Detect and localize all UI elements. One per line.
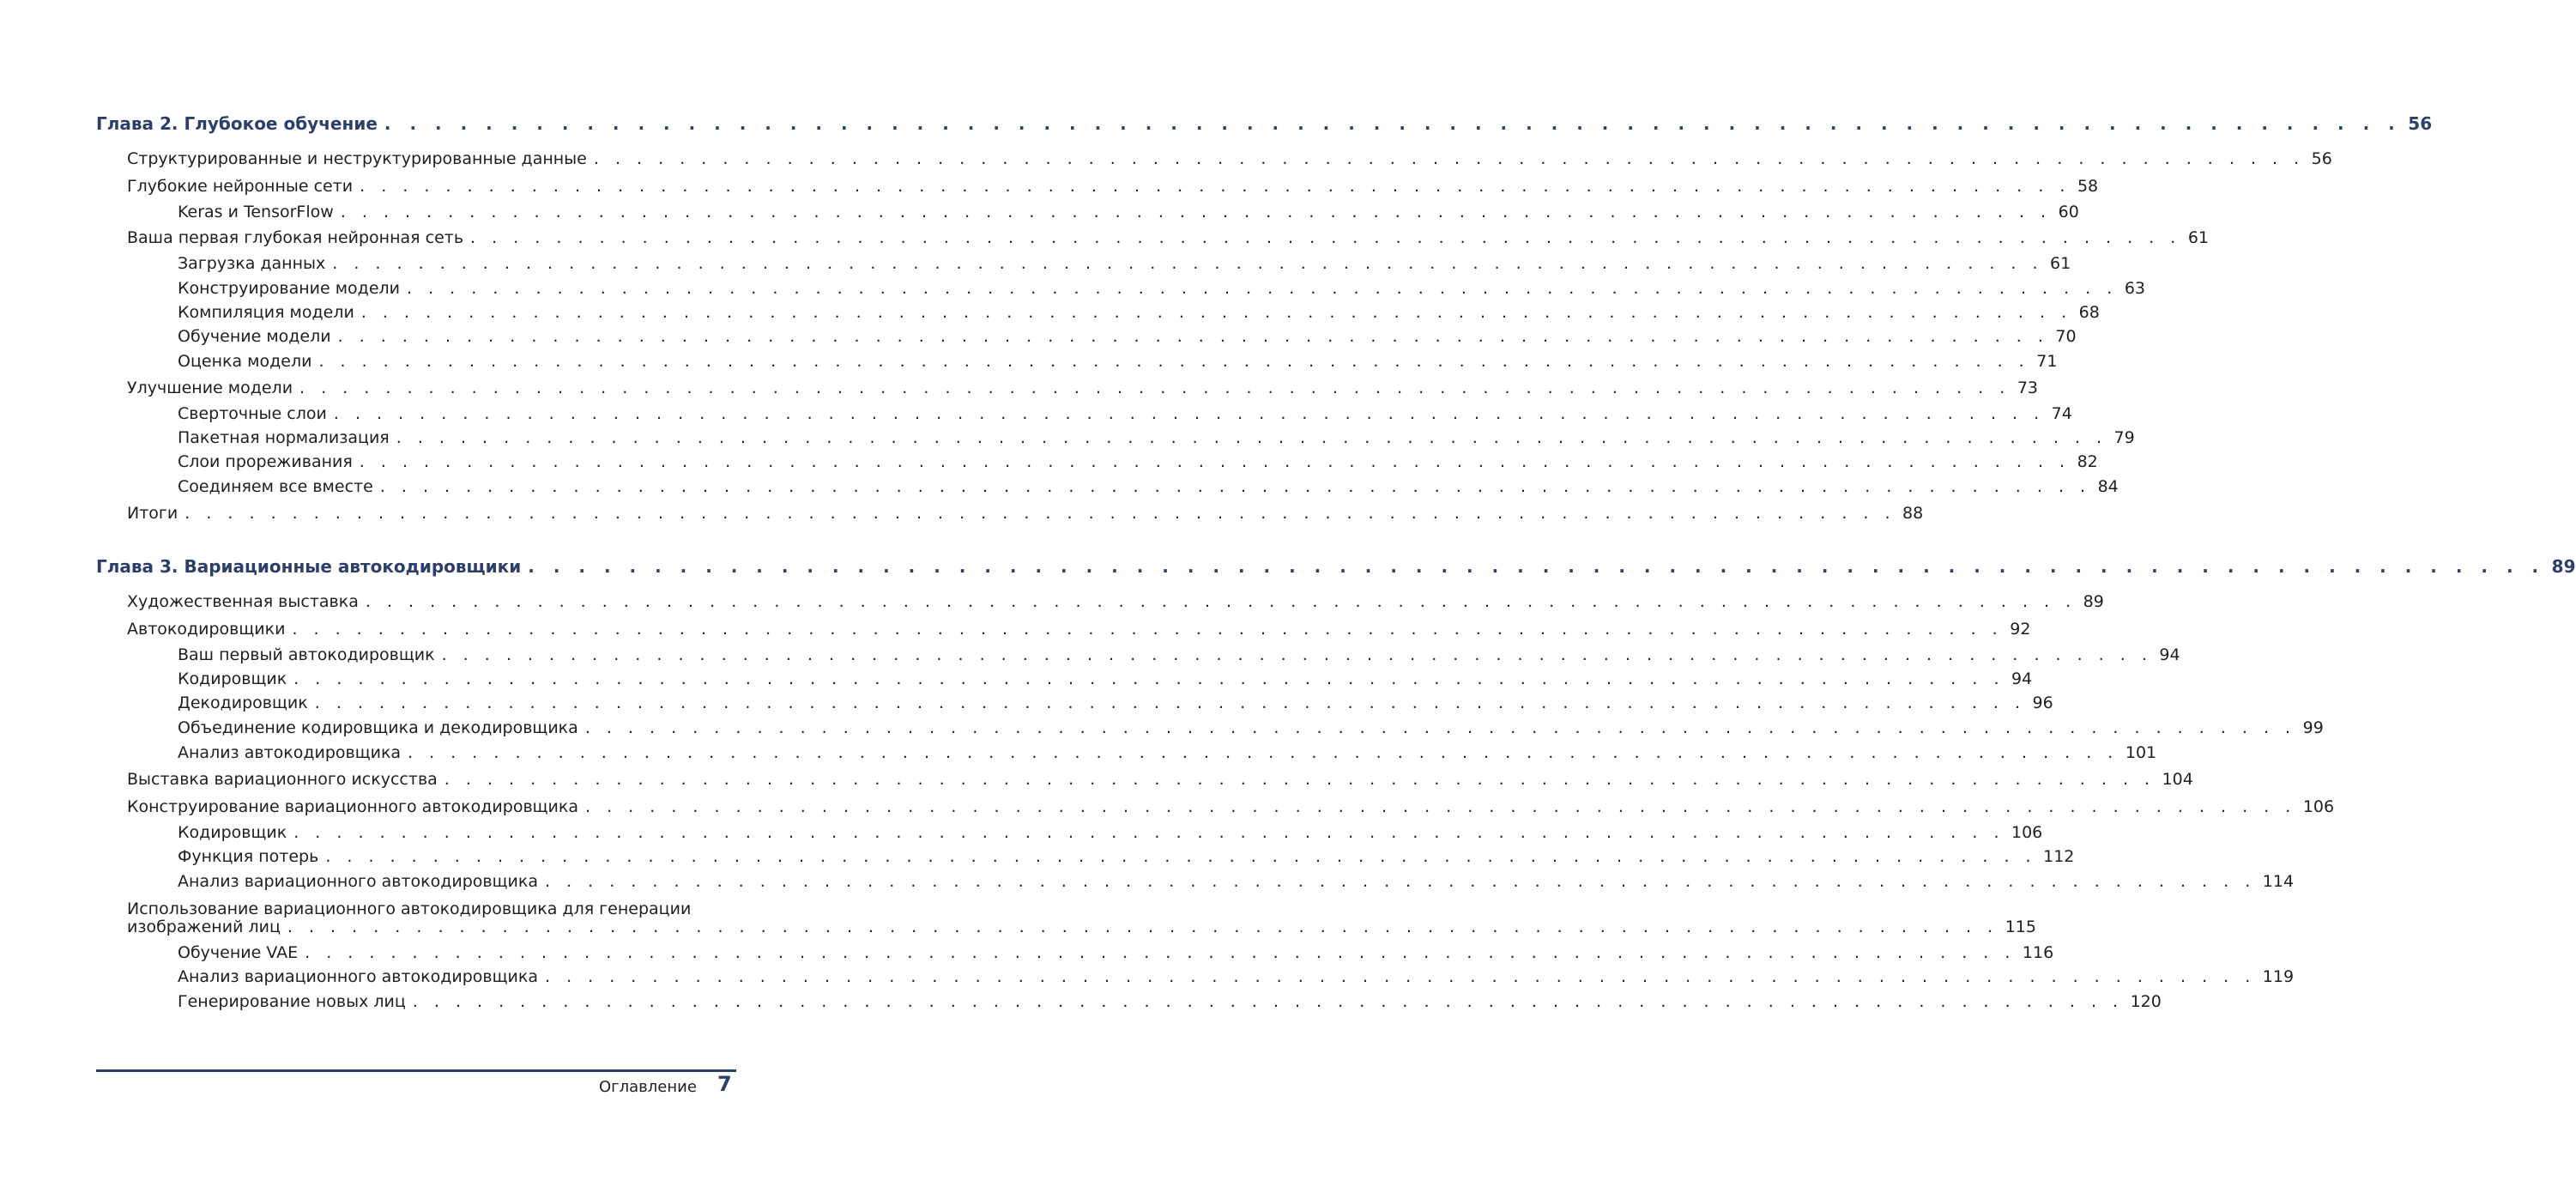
page-number: 60	[2058, 203, 2079, 221]
entry-title: Декодировщик	[178, 693, 308, 712]
entry-title: Анализ вариационного автокодировщика	[178, 872, 538, 891]
dot-leader: . . . . . . . . . . . . . . . . . . . . . . . . . . . . . . . . . . . . . . . . . . . . . . . . . . . . . . . . . . . . . . . . . . . . . . . . . . . . . . . .	[293, 669, 2005, 688]
entry-title: Итоги	[127, 504, 178, 523]
toc-entry[interactable]	[178, 645, 2180, 665]
page-number: 70	[2055, 327, 2077, 346]
page-number: 89	[2551, 556, 2576, 577]
dot-leader: . . . . . . . . . . . . . . . . . . . . . . . . . . . . . . . . . . . . . . . . . . . . . . . . . . . . . . . . . . . . . . . . . . . . . . . . . . . . . . . .	[299, 379, 2011, 397]
page-number: 94	[2159, 645, 2180, 664]
dot-leader: . . . . . . . . . . . . . . . . . . . . . . . . . . . . . . . . . . . . . . . . . . . . . . . . . . . . . . . . . . . . . . . . . . . . . . . . . . . . . . . .	[412, 992, 2124, 1011]
chapter-title: Глава 3. Вариационные автокодировщики	[96, 556, 522, 577]
page-number: 116	[2022, 943, 2054, 962]
toc-entry[interactable]	[127, 769, 2193, 790]
entry-title: Кодировщик	[178, 669, 287, 688]
page-number: 112	[2043, 847, 2075, 866]
entry-title: Компиляция модели	[178, 303, 354, 322]
footer-rule	[96, 1069, 736, 1072]
page-number: 73	[2017, 379, 2039, 397]
toc-entry[interactable]	[178, 427, 2135, 448]
page-number: 120	[2130, 992, 2162, 1011]
page-number: 106	[2302, 797, 2335, 816]
toc-entry[interactable]	[178, 278, 2145, 299]
toc-entry[interactable]	[127, 619, 2031, 639]
page-number: 119	[2262, 967, 2295, 986]
page-number: 99	[2302, 718, 2324, 737]
dot-leader: . . . . . . . . . . . . . . . . . . . . . . . . . . . . . . . . . . . . . . . . . . . . . . . . . . . . . . . . . . . . . . . . . . . . . . . . . . . . . . . .	[441, 645, 2153, 664]
page-number: 82	[2077, 452, 2098, 471]
toc-entry[interactable]	[178, 351, 2058, 372]
dot-leader: . . . . . . . . . . . . . . . . . . . . . . . . . . . . . . . . . . . . . . . . . . . . . . . . . . . . . . . . . . . . . . . . . . . . . . . . . . . . . . . .	[287, 918, 1999, 936]
dot-leader: . . . . . . . . . . . . . . . . . . . . . . . . . . . . . . . . . . . . . . . . . . . . . . . . . . . . . . . . . . . . . . . . . . . . . . . . . . . . . . . .	[184, 504, 1896, 523]
dot-leader: . . . . . . . . . . . . . . . . . . . . . . . . . . . . . . . . . . . . . . . . . . . . . . . . . . . . . . . . . . . . . . . . . . . . . . . . . . . . . . . .	[444, 770, 2156, 789]
dot-leader: . . . . . . . . . . . . . . . . . . . . . . . . . . . . . . . . . . . . . . . . . . . . . . . . . . . . . . . . . . . . . . . . . . . . . . . . . . . . . . . .	[293, 823, 2005, 842]
toc-entry[interactable]	[127, 591, 2104, 612]
entry-title: Ваша первая глубокая нейронная сеть	[127, 228, 464, 247]
dot-leader: . . . . . . . . . . . . . . . . . . . . . . . . . . . . . . . . . . . . . . . . . . . . . . . . . . . . . . . . . . . . . . . . . . . . . . . . . . . . . . . .	[314, 693, 2026, 712]
page-number: 68	[2078, 303, 2100, 322]
entry-title: Автокодировщики	[127, 620, 286, 639]
toc-entry[interactable]	[178, 846, 2075, 867]
toc-entry[interactable]	[178, 871, 2295, 892]
page-number: 89	[2083, 592, 2104, 611]
entry-title: Keras и TensorFlow	[178, 203, 334, 221]
footer-page-number: 7	[717, 1072, 732, 1096]
entry-title: Использование вариационного автокодировщика для генерации	[127, 899, 692, 918]
dot-leader: . . . . . . . . . . . . . . . . . . . . . . . . . . . . . . . . . . . . . . . . . . . . . . . . . . . . . . . . . . . . . . . . . . . . . . . . . . . . . . . .	[360, 303, 2072, 322]
entry-title: Анализ вариационного автокодировщика	[178, 967, 538, 986]
entry-title: Глубокие нейронные сети	[127, 177, 354, 196]
page-number: 56	[2311, 149, 2332, 168]
entry-title: Объединение кодировщика и декодировщика	[178, 718, 578, 737]
toc-entry[interactable]	[178, 403, 2072, 424]
page-number: 101	[2125, 743, 2157, 762]
dot-leader: . . . . . . . . . . . . . . . . . . . . . . . . . . . . . . . . . . . . . . . . . . . . . . . . . . . . . . . . . . . . . . . . . . . . . . . . . . . . . . . .	[325, 847, 2037, 866]
toc-entry[interactable]	[178, 942, 2054, 963]
page-number: 71	[2036, 352, 2058, 371]
page-number: 88	[1902, 504, 1924, 523]
toc-entry[interactable]	[178, 326, 2077, 347]
page-number: 56	[2408, 113, 2433, 134]
entry-title: Улучшение модели	[127, 379, 293, 397]
toc-entry[interactable]	[178, 718, 2324, 738]
page-number: 84	[2097, 477, 2119, 496]
toc-entry[interactable]	[178, 822, 2043, 843]
dot-leader: . . . . . . . . . . . . . . . . . . . . . . . . . . . . . . . . . . . . . . . . . . . . . . . . . . . . . . . . . . . . . . . . . . . . . . . . . . . . . . . .	[292, 620, 2004, 639]
dot-leader: . . . . . . . . . . . . . . . . . . . . . . . . . . . . . . . . . . . . . . . . . . . . . . . . . . . . . . . . . . . . . . . . . . . . . . . . . . . . . . . .	[528, 556, 2545, 577]
toc-entry[interactable]	[178, 966, 2295, 987]
toc-entry[interactable]	[178, 669, 2033, 689]
toc-entry[interactable]	[127, 796, 2335, 817]
entry-title: Ваш первый автокодировщик	[178, 645, 435, 664]
toc-entry[interactable]	[178, 202, 2079, 222]
toc-entry[interactable]	[178, 253, 2071, 274]
toc-entry[interactable]	[178, 451, 2098, 472]
dot-leader: . . . . . . . . . . . . . . . . . . . . . . . . . . . . . . . . . . . . . . . . . . . . . . . . . . . . . . . . . . . . . . . . . . . . . . . . . . . . . . . .	[593, 149, 2305, 168]
dot-leader: . . . . . . . . . . . . . . . . . . . . . . . . . . . . . . . . . . . . . . . . . . . . . . . . . . . . . . . . . . . . . . . . . . . . . . . . . . . . . . . .	[544, 967, 2256, 986]
dot-leader: . . . . . . . . . . . . . . . . . . . . . . . . . . . . . . . . . . . . . . . . . . . . . . . . . . . . . . . . . . . . . . . . . . . . . . . . . . . . . . . .	[470, 228, 2181, 247]
entry-title: Оценка модели	[178, 352, 312, 371]
entry-title: Соединяем все вместе	[178, 477, 373, 496]
entry-title: Функция потерь	[178, 847, 319, 866]
page-number: 94	[2011, 669, 2033, 688]
dot-leader: . . . . . . . . . . . . . . . . . . . . . . . . . . . . . . . . . . . . . . . . . . . . . . . . . . . . . . . . . . . . . . . . . . . . . . . . . . . . . . . .	[332, 254, 2044, 273]
toc-entry[interactable]	[178, 742, 2157, 763]
dot-leader: . . . . . . . . . . . . . . . . . . . . . . . . . . . . . . . . . . . . . . . . . . . . . . . . . . . . . . . . . . . . . . . . . . . . . . . . . . . . . . . .	[333, 404, 2045, 423]
page-number: 104	[2162, 770, 2193, 789]
toc-entry[interactable]	[127, 378, 2039, 398]
dot-leader: . . . . . . . . . . . . . . . . . . . . . . . . . . . . . . . . . . . . . . . . . . . . . . . . . . . . . . . . . . . . . . . . . . . . . . . . . . . . . . . .	[396, 428, 2107, 447]
page-number: 92	[2010, 620, 2031, 639]
toc-entry[interactable]	[127, 176, 2099, 197]
page-number: 74	[2051, 404, 2072, 423]
entry-title: Обучение VAE	[178, 943, 299, 962]
chapter-title: Глава 2. Глубокое обучение	[96, 113, 378, 134]
dot-leader: . . . . . . . . . . . . . . . . . . . . . . . . . . . . . . . . . . . . . . . . . . . . . . . . . . . . . . . . . . . . . . . . . . . . . . . . . . . . . . . .	[318, 352, 2030, 371]
footer-section-label: Оглавление	[599, 1078, 697, 1096]
chapter-2-heading[interactable]	[96, 113, 2433, 134]
dot-leader: . . . . . . . . . . . . . . . . . . . . . . . . . . . . . . . . . . . . . . . . . . . . . . . . . . . . . . . . . . . . . . . . . . . . . . . . . . . . . . . .	[305, 943, 2016, 962]
chapter-3-heading[interactable]	[96, 556, 2576, 577]
page-number: 79	[2113, 428, 2135, 447]
dot-leader: . . . . . . . . . . . . . . . . . . . . . . . . . . . . . . . . . . . . . . . . . . . . . . . . . . . . . . . . . . . . . . . . . . . . . . . . . . . . . . . .	[379, 477, 2091, 496]
page-number: 61	[2187, 228, 2210, 247]
entry-title: Загрузка данных	[178, 254, 326, 273]
entry-title: Конструирование вариационного автокодировщика	[127, 797, 579, 816]
toc-entry[interactable]	[178, 302, 2100, 323]
dot-leader: . . . . . . . . . . . . . . . . . . . . . . . . . . . . . . . . . . . . . . . . . . . . . . . . . . . . . . . . . . . . . . . . . . . . . . . . . . . . . . . .	[384, 113, 2402, 134]
page-number: 61	[2050, 254, 2071, 273]
page-number: 63	[2124, 279, 2145, 298]
entry-title: Слои прореживания	[178, 452, 353, 471]
toc-entry[interactable]	[178, 476, 2119, 497]
dot-leader: . . . . . . . . . . . . . . . . . . . . . . . . . . . . . . . . . . . . . . . . . . . . . . . . . . . . . . . . . . . . . . . . . . . . . . . . . . . . . . . .	[359, 452, 2071, 471]
dot-leader: . . . . . . . . . . . . . . . . . . . . . . . . . . . . . . . . . . . . . . . . . . . . . . . . . . . . . . . . . . . . . . . . . . . . . . . . . . . . . . . .	[360, 177, 2071, 196]
entry-title: Структурированные и неструктурированные данные	[127, 149, 587, 168]
dot-leader: . . . . . . . . . . . . . . . . . . . . . . . . . . . . . . . . . . . . . . . . . . . . . . . . . . . . . . . . . . . . . . . . . . . . . . . . . . . . . . . .	[337, 327, 2049, 346]
entry-title-line-2: изображений лиц	[127, 918, 281, 936]
entry-title: Выставка вариационного искусства	[127, 770, 438, 789]
dot-leader: . . . . . . . . . . . . . . . . . . . . . . . . . . . . . . . . . . . . . . . . . . . . . . . . . . . . . . . . . . . . . . . . . . . . . . . . . . . . . . . .	[585, 797, 2296, 816]
entry-title: Анализ автокодировщика	[178, 743, 402, 762]
page-number: 115	[2005, 918, 2036, 936]
toc-entry[interactable]	[127, 503, 1924, 524]
toc-entry[interactable]	[178, 693, 2053, 713]
entry-title: Сверточные слои	[178, 404, 327, 423]
entry-title: Обучение модели	[178, 327, 331, 346]
entry-title: Генерирование новых лиц	[178, 992, 406, 1011]
page-number: 96	[2032, 693, 2053, 712]
dot-leader: . . . . . . . . . . . . . . . . . . . . . . . . . . . . . . . . . . . . . . . . . . . . . . . . . . . . . . . . . . . . . . . . . . . . . . . . . . . . . . . .	[408, 743, 2119, 762]
dot-leader: . . . . . . . . . . . . . . . . . . . . . . . . . . . . . . . . . . . . . . . . . . . . . . . . . . . . . . . . . . . . . . . . . . . . . . . . . . . . . . . .	[340, 203, 2052, 221]
toc-entry[interactable]	[127, 148, 2332, 169]
entry-title: Кодировщик	[178, 823, 287, 842]
entry-title: Конструирование модели	[178, 279, 401, 298]
entry-title: Пакетная нормализация	[178, 428, 390, 447]
dot-leader: . . . . . . . . . . . . . . . . . . . . . . . . . . . . . . . . . . . . . . . . . . . . . . . . . . . . . . . . . . . . . . . . . . . . . . . . . . . . . . . .	[584, 718, 2296, 737]
page-number: 58	[2077, 177, 2099, 196]
toc-entry[interactable]	[127, 917, 2036, 937]
dot-leader: . . . . . . . . . . . . . . . . . . . . . . . . . . . . . . . . . . . . . . . . . . . . . . . . . . . . . . . . . . . . . . . . . . . . . . . . . . . . . . . .	[544, 872, 2256, 891]
toc-entry[interactable]	[178, 991, 2162, 1012]
dot-leader: . . . . . . . . . . . . . . . . . . . . . . . . . . . . . . . . . . . . . . . . . . . . . . . . . . . . . . . . . . . . . . . . . . . . . . . . . . . . . . . .	[365, 592, 2077, 611]
toc-entry[interactable]	[127, 227, 2210, 248]
dot-leader: . . . . . . . . . . . . . . . . . . . . . . . . . . . . . . . . . . . . . . . . . . . . . . . . . . . . . . . . . . . . . . . . . . . . . . . . . . . . . . . .	[407, 279, 2118, 298]
page-number: 114	[2262, 872, 2295, 891]
page-number: 106	[2011, 823, 2043, 842]
entry-title: Художественная выставка	[127, 592, 359, 611]
